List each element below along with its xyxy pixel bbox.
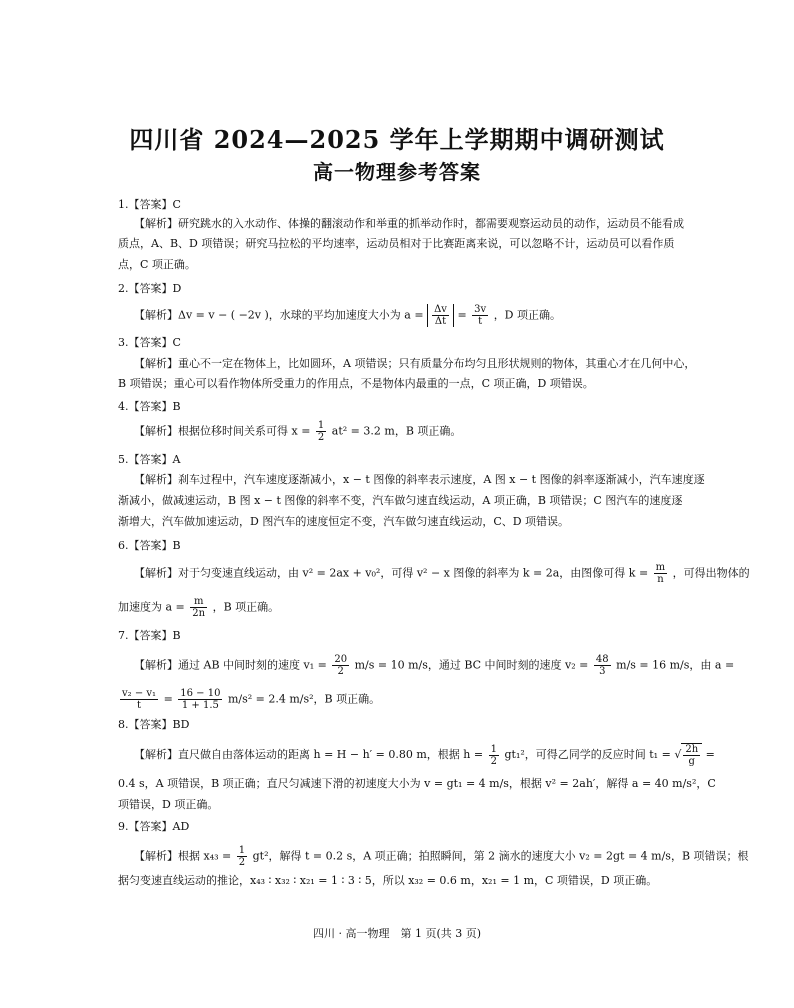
q7-fraction-1 <box>332 654 349 677</box>
q6-frac2-den: 2n <box>192 608 206 619</box>
q2-frac1-num: Δv <box>434 304 447 315</box>
q7-equals: = <box>163 692 173 706</box>
q5-answer: 5.【答案】A <box>118 453 181 466</box>
q6-fraction-2 <box>190 596 207 619</box>
q7-fraction-3 <box>120 688 158 711</box>
q8-sqrt-num: 2h <box>685 744 699 755</box>
page-title: 四川省 2024—2025 学年上学期期中调研测试 <box>129 125 665 154</box>
q6-frac1-den: n <box>657 574 664 585</box>
q7-frac4-den: 1 + 1.5 <box>181 700 219 711</box>
q9-frac-den: 2 <box>238 857 246 868</box>
q7-line-2 <box>118 688 380 711</box>
q2-fraction-2 <box>472 304 488 327</box>
q8-frac-num: 1 <box>490 743 497 755</box>
q6-line2-pre: 加速度为 a = <box>118 600 185 614</box>
q4-explanation <box>134 420 461 443</box>
q8-sqrt: √ $\frac{2h}{g}$ <box>674 743 702 767</box>
q6-text-post: ，可得出物体的 <box>672 566 750 580</box>
q2-explanation <box>134 304 561 327</box>
q5-line-1: 【解析】刹车过程中，汽车速度逐渐减小，x − t 图像的斜率表示速度，A 图 x − t 图像的斜率逐渐减小，汽车速度逐 <box>134 473 705 486</box>
q4-frac-num: 1 <box>317 420 325 431</box>
q4-answer: 4.【答案】B <box>118 400 181 413</box>
q8-text-mid: gt₁²，可得乙同学的反应时间 t₁ = <box>504 748 671 761</box>
q8-text-pre: 【解析】直尺做自由落体运动的距离 h = H − h′ = 0.80 m，根据 h = <box>134 748 484 761</box>
q2-frac2-num: 3v <box>474 304 487 315</box>
q2-text-post: ，D 项正确。 <box>493 308 562 322</box>
q7-frac2-num: 48 <box>595 654 609 665</box>
q8-line-2: 0.4 s，A 项错误，B 项正确；直尺匀减速下滑的初速度大小为 v = gt₁ = 4 m/s，根据 v² = 2ah′，解得 a = 40 m/s²，C <box>118 777 716 790</box>
q7-fraction-4 <box>178 688 222 711</box>
q7-frac1-num: 20 <box>334 654 348 665</box>
q7-text-mid: m/s = 10 m/s，通过 BC 中间时刻的速度 v₂ = <box>354 658 589 672</box>
q8-text-post: = <box>705 748 715 761</box>
q2-frac2-den: t <box>478 316 483 327</box>
q8-line-1 <box>134 743 715 767</box>
q8-answer: 8.【答案】BD <box>118 718 190 731</box>
q6-line-1 <box>134 562 750 585</box>
q1-line-3: 点，C 项正确。 <box>118 258 196 271</box>
q2-equals: = <box>457 308 467 322</box>
q8-sqrt-den: g <box>688 756 695 767</box>
q7-line2-post: m/s² = 2.4 m/s²，B 项正确。 <box>227 692 381 706</box>
q6-line2-post: ，B 项正确。 <box>212 600 280 614</box>
q6-text-pre: 【解析】对于匀变速直线运动，由 v² = 2ax + v₀²，可得 v² − x 图像的斜率为 k = 2a，由图像可得 k = <box>134 566 649 580</box>
q4-fraction <box>316 420 326 443</box>
q4-frac-den: 2 <box>317 432 325 443</box>
q2-text-pre: 【解析】Δv = v − ( −2v )，水球的平均加速度大小为 a = <box>134 308 424 322</box>
q7-fraction-2 <box>594 654 611 677</box>
q1-line-1: 【解析】研究跳水的入水动作、体操的翻滚动作和举重的抓举动作时，都需要观察运动员的动作，运动员不能看成 <box>134 217 684 230</box>
q2-frac1-den: Δt <box>434 316 447 327</box>
q9-line-1 <box>134 845 749 868</box>
q7-frac4-num: 16 − 10 <box>180 688 221 699</box>
q4-text-pre: 【解析】根据位移时间关系可得 x = <box>134 424 311 438</box>
q1-answer: 1.【答案】C <box>118 198 181 211</box>
q7-frac3-den: t <box>137 700 142 711</box>
q6-frac1-num: m <box>655 562 666 573</box>
q9-answer: 9.【答案】AD <box>118 820 190 833</box>
q8-frac-den: 2 <box>490 755 497 767</box>
q7-text-post: m/s = 16 m/s，由 a = <box>616 658 735 672</box>
q6-frac2-num: m <box>190 596 207 608</box>
q7-frac2-den: 3 <box>599 666 606 677</box>
q5-line-3: 渐增大，汽车做加速运动，D 图汽车的速度恒定不变，汽车做匀速直线运动，C、D 项错误。 <box>118 515 570 528</box>
q1-line-2: 质点，A、B、D 项错误；研究马拉松的平均速率，运动员相对于比赛距离来说，可以忽略不计，运动员可以看作质 <box>118 237 675 250</box>
q2-answer: 2.【答案】D <box>118 282 182 295</box>
q7-line-1 <box>134 654 734 677</box>
q9-frac-num: 1 <box>238 845 246 856</box>
q7-answer: 7.【答案】B <box>118 629 181 642</box>
q9-line-2: 据匀变速直线运动的推论，x₄₃ ∶ x₃₂ ∶ x₂₁ = 1 ∶ 3 ∶ 5，所以 x₃₂ = 0.6 m，x₂₁ = 1 m，C 项错误，D 项正确。 <box>118 874 658 887</box>
q9-text-pre: 【解析】根据 x₄₃ = <box>134 849 232 863</box>
page-subtitle: 高一物理参考答案 <box>313 160 481 184</box>
q6-line-2 <box>118 596 279 619</box>
q8-fraction <box>489 744 499 767</box>
q5-line-2: 渐减小，做减速运动，B 图 x − t 图像的斜率不变，汽车做匀速直线运动，A 项正确，B 项错误；C 图汽车的速度逐 <box>118 494 683 507</box>
q3-line-2: B 项错误；重心可以看作物体所受重力的作用点，不是物体内最重的一点，C 项正确，D 项错误。 <box>118 377 594 390</box>
q7-frac1-den: 2 <box>337 666 344 677</box>
q3-line-1: 【解析】重心不一定在物体上，比如圆环，A 项错误；只有质量分布均匀且形状规则的物体，其重心才在几何中心， <box>134 357 696 370</box>
q3-answer: 3.【答案】C <box>118 336 181 349</box>
q4-text-post: at² = 3.2 m，B 项正确。 <box>331 424 462 438</box>
q9-text-post: gt²，解得 t = 0.2 s，A 项正确；拍照瞬间，第 2 滴水的速度大小 v₂ = 2gt = 4 m/s，B 项错误；根 <box>252 849 749 863</box>
q8-line-3: 项错误，D 项正确。 <box>118 798 219 811</box>
q6-answer: 6.【答案】B <box>118 539 181 552</box>
q9-fraction <box>237 845 247 868</box>
q7-text-pre: 【解析】通过 AB 中间时刻的速度 v₁ = <box>134 658 327 672</box>
page-footer: 四川 · 高一物理 第 1 页(共 3 页) <box>312 927 482 940</box>
q2-abs-fraction <box>427 304 454 327</box>
q7-frac3-num: v₂ − v₁ <box>122 688 157 699</box>
q6-fraction-1 <box>654 562 667 585</box>
